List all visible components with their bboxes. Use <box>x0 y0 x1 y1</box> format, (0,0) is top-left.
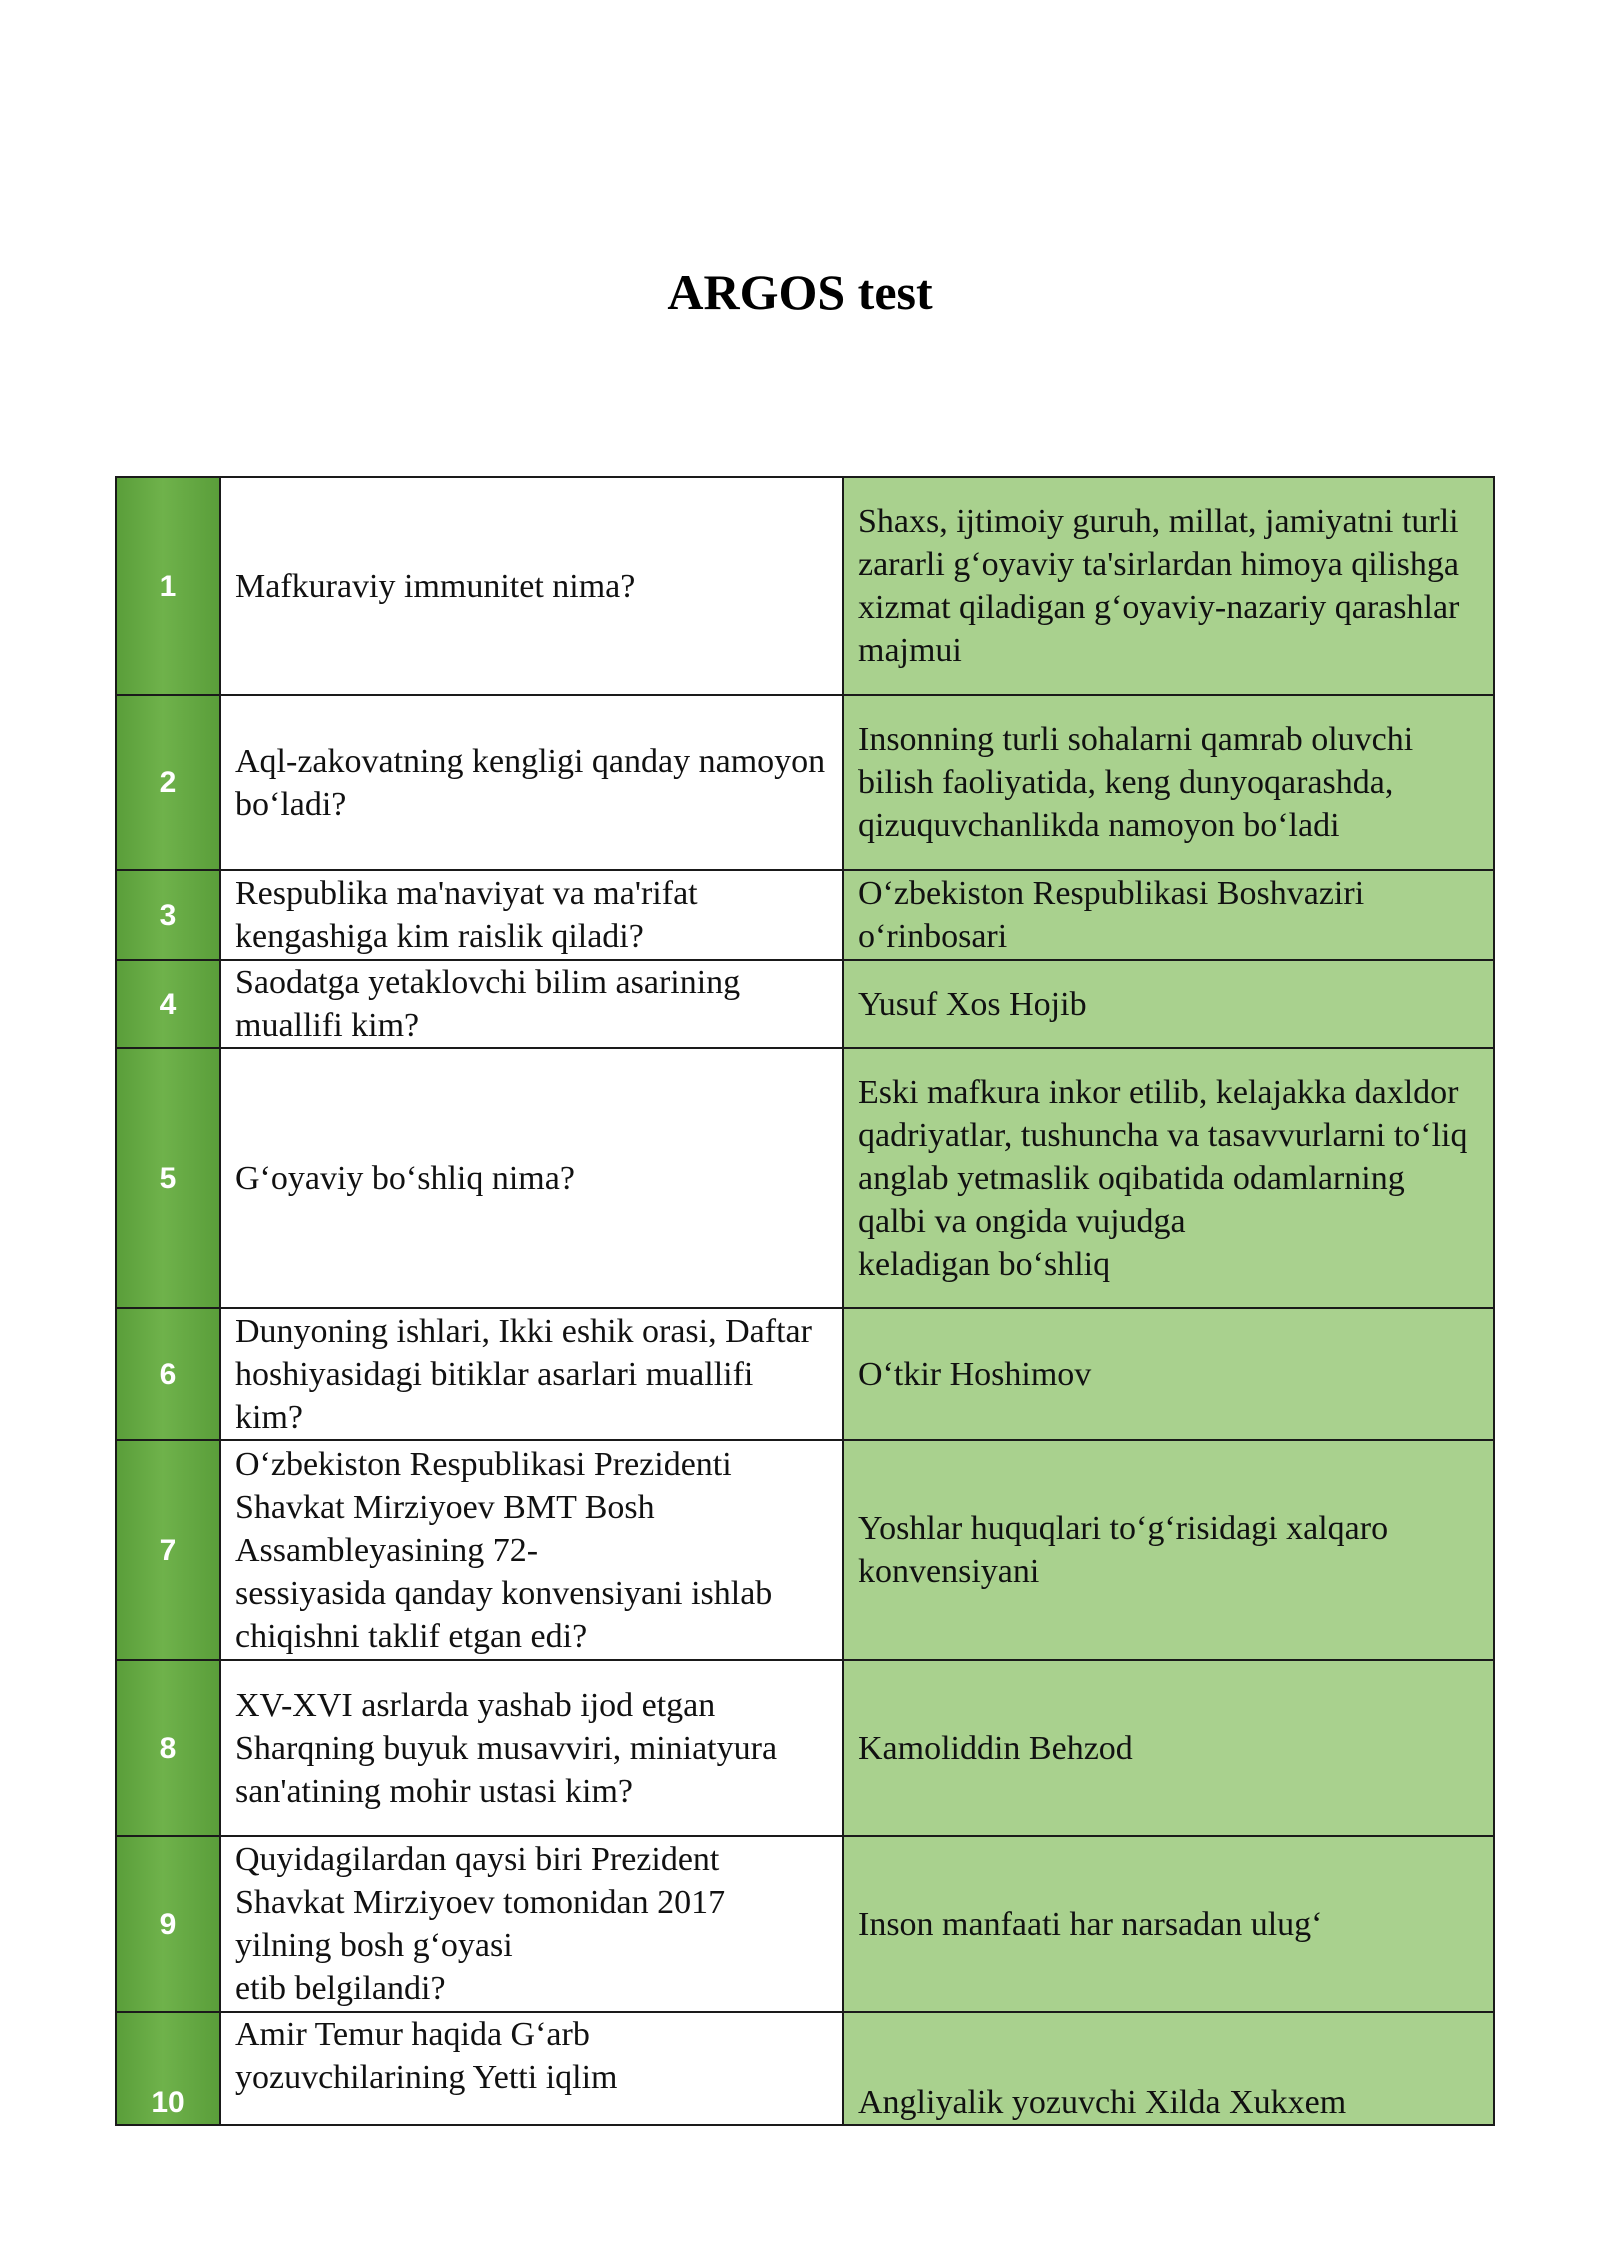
question-cell: Saodatga yetaklovchi bilim asarining muallifi kim? <box>220 960 843 1048</box>
row-number: 6 <box>116 1308 220 1440</box>
row-number: 9 <box>116 1836 220 2012</box>
answer-cell: O‘tkir Hoshimov <box>843 1308 1494 1440</box>
table-row <box>116 1836 1494 2012</box>
answer-cell: Eski mafkura inkor etilib, kelajakka daxldor qadriyatlar, tushuncha va tasavvurlarni to‘liq anglab yetmaslik oqibatida odamlarning qalbi va ongida vujudga keladigan bo‘shliq <box>843 1048 1494 1308</box>
answer-cell: Shaxs, ijtimoiy guruh, millat, jamiyatni turli zararli g‘oyaviy ta'sirlardan himoya qilishga xizmat qiladigan g‘oyaviy-nazariy qarashlar majmui <box>843 477 1494 695</box>
qa-table <box>115 476 1495 2126</box>
table-row <box>116 1048 1494 1308</box>
row-number: 2 <box>116 695 220 870</box>
row-number: 3 <box>116 870 220 960</box>
table-row <box>116 2012 1494 2125</box>
table-row <box>116 1660 1494 1836</box>
question-cell: Mafkuraviy immunitet nima? <box>220 477 843 695</box>
table-row <box>116 1308 1494 1440</box>
answer-cell: Yusuf Xos Hojib <box>843 960 1494 1048</box>
row-number: 7 <box>116 1440 220 1660</box>
row-number: 1 <box>116 477 220 695</box>
question-cell: O‘zbekiston Respublikasi Prezidenti Shavkat Mirziyoev BMT Bosh Assambleyasining 72- sessiyasida qanday konvensiyani ishlab chiqishni taklif etgan edi? <box>220 1440 843 1660</box>
answer-cell: O‘zbekiston Respublikasi Boshvaziri o‘rinbosari <box>843 870 1494 960</box>
question-cell: XV-XVI asrlarda yashab ijod etgan Sharqning buyuk musavviri, miniatyura san'atining mohir ustasi kim? <box>220 1660 843 1836</box>
row-number: 5 <box>116 1048 220 1308</box>
question-cell: Amir Temur haqida G‘arb yozuvchilarining Yetti iqlim <box>220 2012 843 2125</box>
question-cell: Respublika ma'naviyat va ma'rifat kengashiga kim raislik qiladi? <box>220 870 843 960</box>
row-number: 8 <box>116 1660 220 1836</box>
answer-cell: Angliyalik yozuvchi Xilda Xukxem <box>843 2012 1494 2125</box>
table-row <box>116 477 1494 695</box>
answer-cell: Kamoliddin Behzod <box>843 1660 1494 1836</box>
question-cell: G‘oyaviy bo‘shliq nima? <box>220 1048 843 1308</box>
answer-cell: Inson manfaati har narsadan ulug‘ <box>843 1836 1494 2012</box>
table-row <box>116 870 1494 960</box>
table-row <box>116 695 1494 870</box>
answer-cell: Yoshlar huquqlari to‘g‘risidagi xalqaro konvensiyani <box>843 1440 1494 1660</box>
question-cell: Aql-zakovatning kengligi qanday namoyon bo‘ladi? <box>220 695 843 870</box>
question-cell: Dunyoning ishlari, Ikki eshik orasi, Daftar hoshiyasidagi bitiklar asarlari muallifi kim? <box>220 1308 843 1440</box>
table-row <box>116 960 1494 1048</box>
row-number: 10 <box>116 2012 220 2125</box>
answer-cell: Insonning turli sohalarni qamrab oluvchi bilish faoliyatida, keng dunyoqarashda, qizuquvchanlikda namoyon bo‘ladi <box>843 695 1494 870</box>
page-title: ARGOS test <box>667 264 933 320</box>
table-row <box>116 1440 1494 1660</box>
question-cell: Quyidagilardan qaysi biri Prezident Shavkat Mirziyoev tomonidan 2017 yilning bosh g‘oyasi etib belgilandi? <box>220 1836 843 2012</box>
row-number: 4 <box>116 960 220 1048</box>
